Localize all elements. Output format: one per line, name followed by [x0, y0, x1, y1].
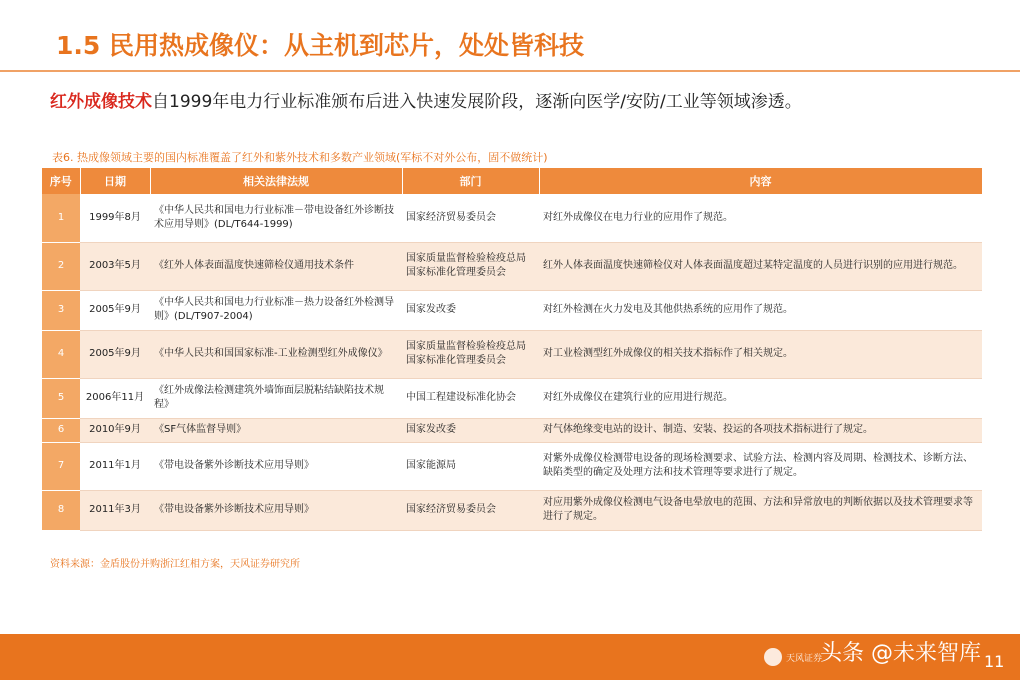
logo-icon: [764, 648, 782, 666]
lead-text: 自1999年电力行业标准颁布后进入快速发展阶段，逐渐向医学/安防/工业等领域渗透。: [152, 92, 802, 112]
row-date: 2011年1月: [80, 442, 150, 490]
standards-table: [42, 168, 983, 531]
row-law: 《SF气体监督导则》: [150, 418, 402, 442]
header-content: 内容: [539, 168, 982, 194]
table-row: [42, 242, 982, 290]
lead-sentence: [50, 87, 802, 112]
header-dept: 部门: [402, 168, 539, 194]
row-content: 对应用紫外成像仪检测电气设备电晕放电的范围、方法和异常放电的判断依据以及技术管理要求等进行了规定。: [539, 490, 982, 530]
row-date: 2010年9月: [80, 418, 150, 442]
row-date: 2006年11月: [80, 378, 150, 418]
header-no: 序号: [42, 168, 80, 194]
source-note: 资料来源：金盾股份并购浙江红相方案，天风证券研究所: [50, 559, 300, 570]
row-number: 3: [42, 290, 80, 330]
row-dept: 国家质量监督检验检疫总局国家标准化管理委员会: [402, 242, 539, 290]
page-title: 1.5 民用热成像仪：从主机到芯片，处处皆科技: [56, 31, 584, 60]
table-row: [42, 442, 982, 490]
row-date: 2005年9月: [80, 330, 150, 378]
row-content: 对红外检测在火力发电及其他供热系统的应用作了规范。: [539, 290, 982, 330]
table-row: [42, 194, 982, 242]
row-number: 6: [42, 418, 80, 442]
row-number: 2: [42, 242, 80, 290]
table-row: [42, 418, 982, 442]
page-number: 11: [984, 652, 1005, 671]
row-law: 《中华人民共和国电力行业标准－带电设备红外诊断技术应用导则》(DL/T644-1999): [150, 194, 402, 242]
row-number: 5: [42, 378, 80, 418]
row-dept: 国家发改委: [402, 290, 539, 330]
row-date: 1999年8月: [80, 194, 150, 242]
row-content: 对红外成像仪在建筑行业的应用进行规范。: [539, 378, 982, 418]
row-date: 2005年9月: [80, 290, 150, 330]
row-date: 2011年3月: [80, 490, 150, 530]
row-dept: 国家质量监督检验检疫总局国家标准化管理委员会: [402, 330, 539, 378]
row-content: 对紫外成像仪检测带电设备的现场检测要求、试验方法、检测内容及周期、检测技术、诊断方法、缺陷类型的确定及处理方法和技术管理等要求进行了规定。: [539, 442, 982, 490]
title-divider: [0, 70, 1020, 72]
watermark: 头条 @未来智库: [820, 641, 981, 666]
row-content: 对气体绝缘变电站的设计、制造、安装、投运的各项技术指标进行了规定。: [539, 418, 982, 442]
row-dept: 中国工程建设标准化协会: [402, 378, 539, 418]
row-law: 《红外成像法检测建筑外墙饰面层脱粘结缺陷技术规程》: [150, 378, 402, 418]
row-dept: 国家经济贸易委员会: [402, 490, 539, 530]
row-law: 《带电设备紫外诊断技术应用导则》: [150, 442, 402, 490]
row-dept: 国家能源局: [402, 442, 539, 490]
table-header-row: [42, 168, 982, 194]
lead-highlight: 红外成像技术: [50, 92, 152, 112]
row-law: 《红外人体表面温度快速筛检仪通用技术条件: [150, 242, 402, 290]
row-law: 《中华人民共和国国家标准-工业检测型红外成像仪》: [150, 330, 402, 378]
row-law: 《中华人民共和国电力行业标准－热力设备红外检测导则》(DL/T907-2004): [150, 290, 402, 330]
table-row: [42, 330, 982, 378]
table-row: [42, 490, 982, 530]
row-number: 7: [42, 442, 80, 490]
row-dept: 国家发改委: [402, 418, 539, 442]
row-content: 红外人体表面温度快速筛检仪对人体表面温度超过某特定温度的人员进行识别的应用进行规范。: [539, 242, 982, 290]
row-content: 对红外成像仪在电力行业的应用作了规范。: [539, 194, 982, 242]
logo-text: 天风证券: [786, 654, 823, 664]
table-row: [42, 290, 982, 330]
row-number: 4: [42, 330, 80, 378]
row-number: 8: [42, 490, 80, 530]
row-content: 对工业检测型红外成像仪的相关技术指标作了相关规定。: [539, 330, 982, 378]
row-date: 2003年5月: [80, 242, 150, 290]
row-law: 《带电设备紫外诊断技术应用导则》: [150, 490, 402, 530]
table-row: [42, 378, 982, 418]
header-law: 相关法律法规: [150, 168, 402, 194]
header-date: 日期: [80, 168, 150, 194]
row-dept: 国家经济贸易委员会: [402, 194, 539, 242]
table-caption: 表6. 热成像领域主要的国内标准覆盖了红外和紫外技术和多数产业领域(军标不对外公布，固不做统计): [52, 151, 548, 164]
row-number: 1: [42, 194, 80, 242]
